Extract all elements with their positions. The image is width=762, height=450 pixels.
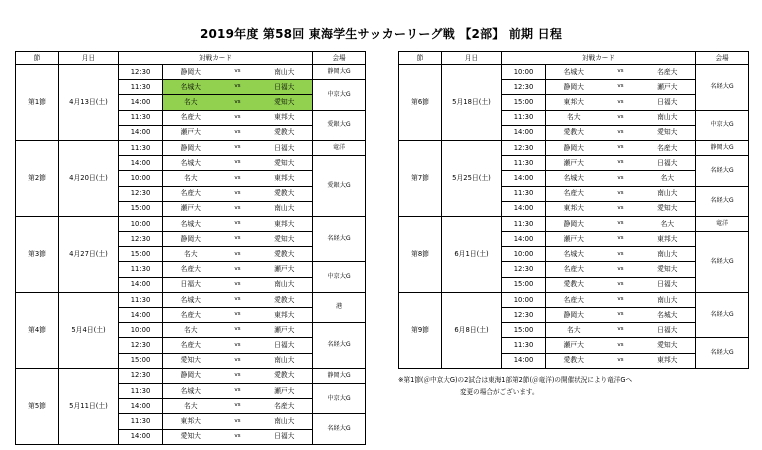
home-team: 瀬戸大 <box>163 201 219 216</box>
vs-label: vs <box>602 232 640 247</box>
match-row <box>16 292 366 307</box>
round-label: 第8節 <box>399 216 442 292</box>
vs-label: vs <box>219 216 257 231</box>
kickoff-time: 12:30 <box>119 232 163 247</box>
kickoff-time: 10:00 <box>119 216 163 231</box>
kickoff-time: 12:30 <box>119 368 163 383</box>
away-team: 愛教大 <box>257 125 313 140</box>
away-team: 愛教大 <box>257 368 313 383</box>
vs-label: vs <box>602 80 640 95</box>
round-label: 第6節 <box>399 65 442 141</box>
home-team: 瀬戸大 <box>546 338 602 353</box>
away-team: 瀬戸大 <box>257 323 313 338</box>
match-row <box>16 140 366 155</box>
vs-label: vs <box>219 414 257 429</box>
away-team: 名大 <box>640 171 696 186</box>
kickoff-time: 14:00 <box>502 125 546 140</box>
vs-label: vs <box>219 110 257 125</box>
away-team: 愛知大 <box>640 125 696 140</box>
vs-label: vs <box>219 140 257 155</box>
away-team: 瀬戸大 <box>640 80 696 95</box>
header-venue: 会場 <box>696 52 749 65</box>
kickoff-time: 12:30 <box>119 65 163 80</box>
home-team: 東邦大 <box>546 201 602 216</box>
match-row <box>16 216 366 231</box>
vs-label: vs <box>219 353 257 368</box>
match-date: 4月13日(土) <box>59 65 119 141</box>
header-round: 節 <box>399 52 442 65</box>
vs-label: vs <box>602 353 640 368</box>
home-team: 愛教大 <box>546 125 602 140</box>
away-team: 南山大 <box>257 201 313 216</box>
vs-label: vs <box>219 399 257 414</box>
match-date: 4月20日(土) <box>59 140 119 216</box>
away-team: 日福大 <box>640 95 696 110</box>
vs-label: vs <box>219 323 257 338</box>
kickoff-time: 12:30 <box>502 308 546 323</box>
vs-label: vs <box>602 201 640 216</box>
round-label: 第7節 <box>399 140 442 216</box>
vs-label: vs <box>219 201 257 216</box>
away-team: 東邦大 <box>257 216 313 231</box>
home-team: 名城大 <box>163 80 219 95</box>
venue-cell: 名経大G <box>696 232 749 293</box>
home-team: 静岡大 <box>546 140 602 155</box>
away-team: 南山大 <box>257 277 313 292</box>
kickoff-time: 10:00 <box>502 292 546 307</box>
vs-label: vs <box>219 338 257 353</box>
home-team: 東邦大 <box>546 95 602 110</box>
away-team: 日福大 <box>257 429 313 444</box>
kickoff-time: 11:30 <box>119 140 163 155</box>
home-team: 名産大 <box>163 186 219 201</box>
header-date: 月日 <box>59 52 119 65</box>
home-team: 名城大 <box>546 65 602 80</box>
kickoff-time: 10:00 <box>119 171 163 186</box>
away-team: 南山大 <box>640 292 696 307</box>
kickoff-time: 11:30 <box>502 110 546 125</box>
kickoff-time: 14:00 <box>119 399 163 414</box>
kickoff-time: 14:00 <box>119 277 163 292</box>
home-team: 名産大 <box>546 262 602 277</box>
away-team: 南山大 <box>257 414 313 429</box>
venue-cell: 名経大G <box>696 186 749 216</box>
home-team: 名城大 <box>163 383 219 398</box>
away-team: 愛教大 <box>257 247 313 262</box>
away-team: 南山大 <box>640 110 696 125</box>
venue-cell: 名経大G <box>696 156 749 186</box>
home-team: 静岡大 <box>546 80 602 95</box>
home-team: 名城大 <box>163 156 219 171</box>
vs-label: vs <box>219 156 257 171</box>
home-team: 名産大 <box>163 338 219 353</box>
kickoff-time: 14:00 <box>502 353 546 368</box>
vs-label: vs <box>219 383 257 398</box>
home-team: 愛教大 <box>546 353 602 368</box>
kickoff-time: 11:30 <box>502 338 546 353</box>
away-team: 南山大 <box>640 186 696 201</box>
note-line-2: 変更の場合がございます。 <box>460 388 539 396</box>
match-date: 5月18日(土) <box>442 65 502 141</box>
home-team: 名城大 <box>546 247 602 262</box>
away-team: 愛教大 <box>257 186 313 201</box>
vs-label: vs <box>602 65 640 80</box>
header-date: 月日 <box>442 52 502 65</box>
venue-cell: 名経大G <box>313 323 366 369</box>
away-team: 愛知大 <box>640 262 696 277</box>
note-line-1: ※第1節(＠中京大G)の2試合は東海1部第2節(＠竜洋)の開催状況により竜洋Gへ <box>398 376 633 384</box>
vs-label: vs <box>602 95 640 110</box>
away-team: 愛知大 <box>640 201 696 216</box>
vs-label: vs <box>602 140 640 155</box>
home-team: 名産大 <box>546 186 602 201</box>
home-team: 静岡大 <box>163 368 219 383</box>
round-label: 第9節 <box>399 292 442 368</box>
home-team: 瀬戸大 <box>163 125 219 140</box>
venue-cell: 静岡大G <box>313 368 366 383</box>
kickoff-time: 15:00 <box>502 323 546 338</box>
home-team: 静岡大 <box>163 140 219 155</box>
vs-label: vs <box>219 65 257 80</box>
away-team: 愛知大 <box>257 232 313 247</box>
home-team: 名産大 <box>163 110 219 125</box>
away-team: 南山大 <box>640 247 696 262</box>
kickoff-time: 10:00 <box>502 247 546 262</box>
venue-cell: 名経大G <box>313 216 366 262</box>
home-team: 名産大 <box>546 292 602 307</box>
home-team: 名大 <box>163 323 219 338</box>
kickoff-time: 11:30 <box>502 156 546 171</box>
kickoff-time: 11:30 <box>119 383 163 398</box>
home-team: 名大 <box>163 399 219 414</box>
away-team: 日福大 <box>257 338 313 353</box>
venue-cell: 愛銀大G <box>313 110 366 140</box>
kickoff-time: 15:00 <box>502 277 546 292</box>
kickoff-time: 11:30 <box>119 262 163 277</box>
away-team: 名産大 <box>257 399 313 414</box>
match-date: 6月1日(土) <box>442 216 502 292</box>
round-label: 第4節 <box>16 292 59 368</box>
venue-cell: 静岡大G <box>696 140 749 155</box>
schedule-table-right <box>398 51 749 369</box>
vs-label: vs <box>602 323 640 338</box>
home-team: 名産大 <box>163 308 219 323</box>
home-team: 日福大 <box>163 277 219 292</box>
vs-label: vs <box>602 110 640 125</box>
vs-label: vs <box>219 292 257 307</box>
vs-label: vs <box>219 262 257 277</box>
match-row <box>16 368 366 383</box>
venue-cell: 名経大G <box>696 65 749 111</box>
home-team: 名城大 <box>163 216 219 231</box>
away-team: 東邦大 <box>640 353 696 368</box>
vs-label: vs <box>602 186 640 201</box>
home-team: 名大 <box>546 323 602 338</box>
vs-label: vs <box>219 125 257 140</box>
vs-label: vs <box>602 171 640 186</box>
venue-cell: 中京大G <box>313 383 366 413</box>
home-team: 愛知大 <box>163 429 219 444</box>
away-team: 東邦大 <box>257 308 313 323</box>
away-team: 愛知大 <box>640 338 696 353</box>
vs-label: vs <box>602 277 640 292</box>
home-team: 名大 <box>163 171 219 186</box>
kickoff-time: 10:00 <box>502 65 546 80</box>
venue-cell: 名経大G <box>696 292 749 338</box>
vs-label: vs <box>219 232 257 247</box>
venue-cell: 竜洋 <box>696 216 749 231</box>
vs-label: vs <box>219 308 257 323</box>
vs-label: vs <box>602 125 640 140</box>
kickoff-time: 12:30 <box>119 186 163 201</box>
away-team: 瀬戸大 <box>257 262 313 277</box>
away-team: 東邦大 <box>257 110 313 125</box>
kickoff-time: 14:00 <box>119 429 163 444</box>
vs-label: vs <box>602 156 640 171</box>
away-team: 名産大 <box>640 65 696 80</box>
kickoff-time: 11:30 <box>119 110 163 125</box>
vs-label: vs <box>219 368 257 383</box>
home-team: 名産大 <box>163 262 219 277</box>
vs-label: vs <box>602 262 640 277</box>
away-team: 日福大 <box>640 323 696 338</box>
kickoff-time: 10:00 <box>119 323 163 338</box>
vs-label: vs <box>602 338 640 353</box>
away-team: 日福大 <box>257 140 313 155</box>
header-card: 対戦カード <box>502 52 696 65</box>
vs-label: vs <box>219 429 257 444</box>
kickoff-time: 11:30 <box>119 292 163 307</box>
page-title: 2019年度 第58回 東海学生サッカーリーグ戦 【2部】 前期 日程 <box>199 27 563 41</box>
round-label: 第3節 <box>16 216 59 292</box>
venue-cell: 名経大G <box>313 414 366 444</box>
vs-label: vs <box>602 216 640 231</box>
home-team: 名大 <box>546 110 602 125</box>
kickoff-time: 12:30 <box>502 140 546 155</box>
away-team: 愛知大 <box>257 95 313 110</box>
round-label: 第1節 <box>16 65 59 141</box>
home-team: 愛教大 <box>546 277 602 292</box>
kickoff-time: 15:00 <box>502 95 546 110</box>
vs-label: vs <box>219 95 257 110</box>
venue-cell: 竜洋 <box>313 140 366 155</box>
kickoff-time: 12:30 <box>502 80 546 95</box>
vs-label: vs <box>602 308 640 323</box>
home-team: 名城大 <box>163 292 219 307</box>
venue-cell: 中京大G <box>696 110 749 140</box>
home-team: 愛知大 <box>163 353 219 368</box>
away-team: 日福大 <box>640 277 696 292</box>
home-team: 瀬戸大 <box>546 156 602 171</box>
kickoff-time: 11:30 <box>119 80 163 95</box>
kickoff-time: 14:00 <box>119 125 163 140</box>
match-row <box>399 140 749 155</box>
kickoff-time: 15:00 <box>119 353 163 368</box>
schedule-note <box>398 374 758 398</box>
venue-cell: 港 <box>313 292 366 322</box>
match-date: 5月11日(土) <box>59 368 119 444</box>
away-team: 東邦大 <box>257 171 313 186</box>
vs-label: vs <box>219 80 257 95</box>
match-date: 4月27日(土) <box>59 216 119 292</box>
header-card: 対戦カード <box>119 52 313 65</box>
schedule-table-left <box>15 51 366 445</box>
home-team: 名大 <box>163 247 219 262</box>
header-row <box>399 52 749 65</box>
away-team: 愛教大 <box>257 292 313 307</box>
home-team: 静岡大 <box>163 232 219 247</box>
away-team: 東邦大 <box>640 232 696 247</box>
header-venue: 会場 <box>313 52 366 65</box>
kickoff-time: 15:00 <box>119 247 163 262</box>
venue-cell: 名経大G <box>696 338 749 368</box>
kickoff-time: 14:00 <box>502 201 546 216</box>
home-team: 瀬戸大 <box>546 232 602 247</box>
away-team: 南山大 <box>257 353 313 368</box>
away-team: 名城大 <box>640 308 696 323</box>
home-team: 名城大 <box>546 171 602 186</box>
kickoff-time: 12:30 <box>502 262 546 277</box>
vs-label: vs <box>602 247 640 262</box>
match-date: 5月25日(土) <box>442 140 502 216</box>
vs-label: vs <box>219 247 257 262</box>
header-row <box>16 52 366 65</box>
match-row <box>399 65 749 80</box>
kickoff-time: 12:30 <box>119 338 163 353</box>
vs-label: vs <box>602 292 640 307</box>
kickoff-time: 14:00 <box>119 95 163 110</box>
match-date: 5月4日(土) <box>59 292 119 368</box>
home-team: 静岡大 <box>163 65 219 80</box>
away-team: 日福大 <box>640 156 696 171</box>
vs-label: vs <box>219 186 257 201</box>
away-team: 愛知大 <box>257 156 313 171</box>
venue-cell: 中京大G <box>313 80 366 110</box>
away-team: 瀬戸大 <box>257 383 313 398</box>
match-row <box>399 216 749 231</box>
away-team: 名産大 <box>640 140 696 155</box>
kickoff-time: 14:00 <box>502 232 546 247</box>
match-row <box>16 65 366 80</box>
home-team: 東邦大 <box>163 414 219 429</box>
vs-label: vs <box>219 277 257 292</box>
header-round: 節 <box>16 52 59 65</box>
kickoff-time: 11:30 <box>502 186 546 201</box>
kickoff-time: 15:00 <box>119 201 163 216</box>
kickoff-time: 14:00 <box>119 156 163 171</box>
round-label: 第2節 <box>16 140 59 216</box>
match-row <box>399 292 749 307</box>
vs-label: vs <box>219 171 257 186</box>
home-team: 静岡大 <box>546 216 602 231</box>
kickoff-time: 14:00 <box>502 171 546 186</box>
venue-cell: 静岡大G <box>313 65 366 80</box>
round-label: 第5節 <box>16 368 59 444</box>
away-team: 南山大 <box>257 65 313 80</box>
home-team: 静岡大 <box>546 308 602 323</box>
away-team: 名大 <box>640 216 696 231</box>
kickoff-time: 11:30 <box>502 216 546 231</box>
away-team: 日福大 <box>257 80 313 95</box>
home-team: 名大 <box>163 95 219 110</box>
kickoff-time: 14:00 <box>119 308 163 323</box>
kickoff-time: 11:30 <box>119 414 163 429</box>
venue-cell: 中京大G <box>313 262 366 292</box>
match-date: 6月8日(土) <box>442 292 502 368</box>
venue-cell: 愛銀大G <box>313 156 366 217</box>
